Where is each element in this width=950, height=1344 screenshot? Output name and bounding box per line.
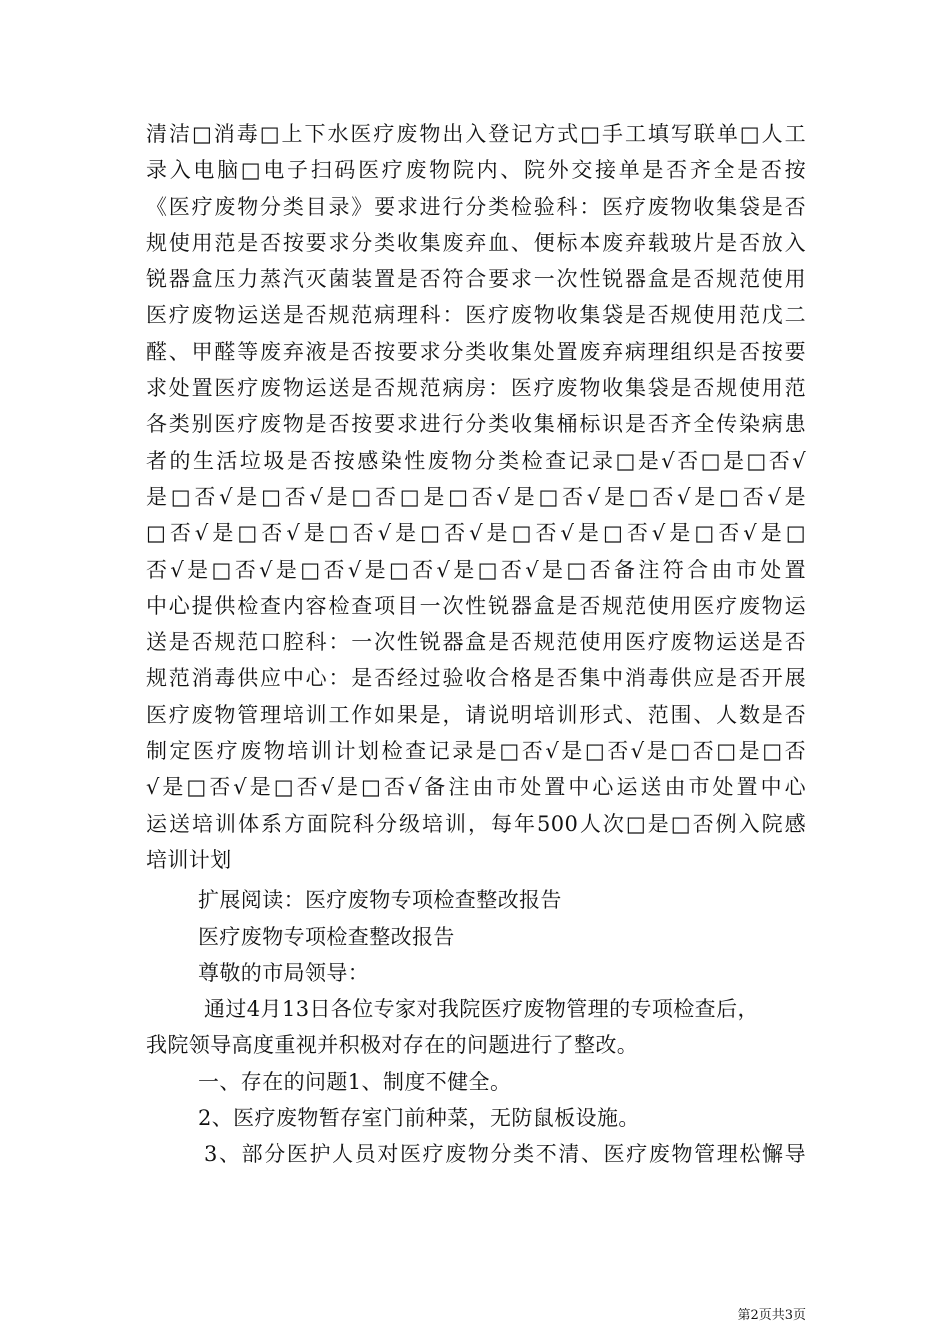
paragraph-line: 是□否√是□否√是□否□是□否√是□否√是□否√是□否√是 [146, 484, 806, 509]
paragraph-line: √是□否√是□否√是□否√备注由市处置中心运送由市处置中心 [146, 775, 806, 800]
paragraph-line: 《医疗废物分类目录》要求进行分类检验科：医疗废物收集袋是否 [146, 194, 806, 219]
paragraph-line: 者的生活垃圾是否按感染性废物分类检查记录□是√否□是□否√ [146, 448, 806, 473]
paragraph-line: 录入电脑□电子扫码医疗废物院内、院外交接单是否齐全是否按 [146, 158, 806, 183]
paragraph-line: 送是否规范口腔科：一次性锐器盒是否规范使用医疗废物运送是否 [146, 630, 806, 655]
paragraph-line: 否√是□否√是□否√是□否√是□否√是□否备注符合由市处置 [146, 557, 806, 582]
paragraph-line: □否√是□否√是□否√是□否√是□否√是□否√是□否√是□ [146, 521, 806, 546]
issue-item-2: 2、医疗废物暂存室门前种菜，无防鼠板设施。 [198, 1106, 640, 1131]
paragraph-line: 各类别医疗废物是否按要求进行分类收集桶标识是否齐全传染病患 [146, 412, 806, 437]
paragraph-line: 清洁□消毒□上下水医疗废物出入登记方式□手工填写联单□人工 [146, 122, 806, 146]
paragraph-line: 求处置医疗废物运送是否规范病房：医疗废物收集袋是否规使用范 [146, 376, 806, 401]
paragraph-line: 医疗废物运送是否规范病理科：医疗废物收集袋是否规使用范戊二 [146, 303, 806, 328]
report-title: 医疗废物专项检查整改报告 [198, 924, 455, 949]
paragraph-line: 锐器盒压力蒸汽灭菌装置是否符合要求一次性锐器盒是否规范使用 [146, 267, 806, 292]
paragraph-line: 规使用范是否按要求分类收集废弃血、便标本废弃载玻片是否放入 [146, 230, 806, 255]
page-number: 第2页共3页 [737, 1308, 806, 1323]
extended-reading-heading: 扩展阅读：医疗废物专项检查整改报告 [198, 888, 562, 913]
issue-item-1: 一、存在的问题1、制度不健全。 [198, 1069, 512, 1094]
issue-item-3: 3、部分医护人员对医疗废物分类不清、医疗废物管理松懈导 [204, 1142, 806, 1167]
intro-paragraph-continued: 我院领导高度重视并积极对存在的问题进行了整改。 [146, 1033, 639, 1058]
paragraph-line: 医疗废物管理培训工作如果是，请说明培训形式、范围、人数是否 [146, 702, 806, 727]
document-body [146, 116, 806, 1173]
paragraph-line: 中心提供检查内容检查项目一次性锐器盒是否规范使用医疗废物运 [146, 593, 806, 618]
salutation: 尊敬的市局领导： [198, 960, 370, 985]
paragraph-line: 运送培训体系方面院科分级培训，每年500人次□是□否例入院感 [146, 811, 806, 836]
paragraph-line: 醛、甲醛等废弃液是否按要求分类收集处置废弃病理组织是否按要 [146, 339, 806, 364]
intro-paragraph: 通过4月13日各位专家对我院医疗废物管理的专项检查后， [204, 997, 759, 1022]
paragraph-line: 规范消毒供应中心：是否经过验收合格是否集中消毒供应是否开展 [146, 666, 806, 691]
paragraph-line: 培训计划 [146, 847, 232, 872]
paragraph-line: 制定医疗废物培训计划检查记录是□否√是□否√是□否□是□否 [146, 739, 806, 764]
